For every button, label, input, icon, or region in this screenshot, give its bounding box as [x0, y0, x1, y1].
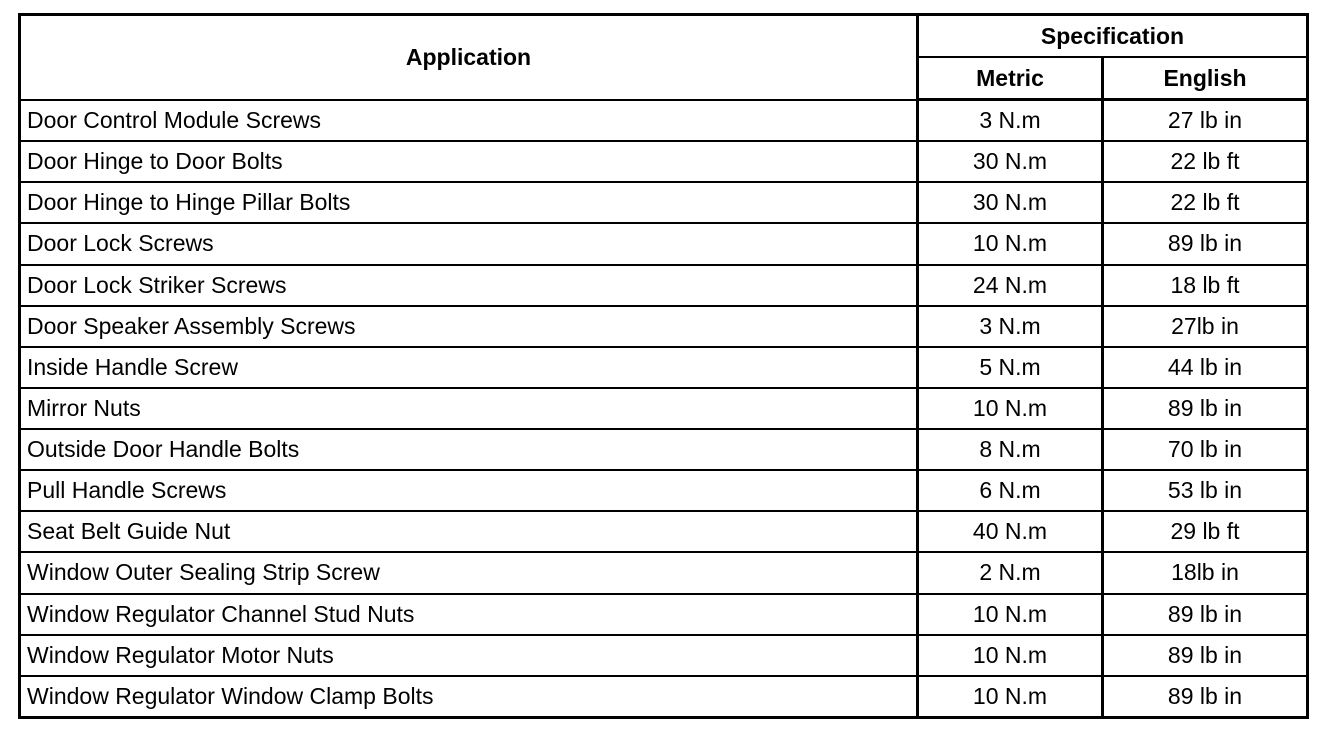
metric-cell: 10 N.m — [918, 388, 1103, 429]
table-row — [20, 511, 1308, 552]
application-cell: Window Outer Sealing Strip Screw — [20, 552, 918, 593]
table-row — [20, 347, 1308, 388]
application-cell: Window Regulator Window Clamp Bolts — [20, 676, 918, 718]
english-cell: 22 lb ft — [1103, 141, 1308, 182]
english-cell: 89 lb in — [1103, 676, 1308, 718]
english-cell: 29 lb ft — [1103, 511, 1308, 552]
metric-cell: 10 N.m — [918, 635, 1103, 676]
metric-cell: 30 N.m — [918, 141, 1103, 182]
table-row — [20, 223, 1308, 264]
english-cell: 44 lb in — [1103, 347, 1308, 388]
english-cell: 18lb in — [1103, 552, 1308, 593]
metric-cell: 24 N.m — [918, 265, 1103, 306]
metric-cell: 10 N.m — [918, 594, 1103, 635]
table-row — [20, 470, 1308, 511]
application-cell: Pull Handle Screws — [20, 470, 918, 511]
application-cell: Seat Belt Guide Nut — [20, 511, 918, 552]
application-cell: Door Speaker Assembly Screws — [20, 306, 918, 347]
application-cell: Door Hinge to Hinge Pillar Bolts — [20, 182, 918, 223]
table-row — [20, 552, 1308, 593]
table-row — [20, 635, 1308, 676]
table-row — [20, 182, 1308, 223]
english-cell: 18 lb ft — [1103, 265, 1308, 306]
metric-cell: 40 N.m — [918, 511, 1103, 552]
english-cell: 53 lb in — [1103, 470, 1308, 511]
metric-cell: 6 N.m — [918, 470, 1103, 511]
torque-spec-table — [18, 13, 1309, 719]
metric-cell: 10 N.m — [918, 223, 1103, 264]
table-row — [20, 429, 1308, 470]
english-header: English — [1103, 57, 1308, 100]
specification-header: Specification — [918, 15, 1308, 58]
application-cell: Inside Handle Screw — [20, 347, 918, 388]
application-header: Application — [20, 15, 918, 100]
english-cell: 27 lb in — [1103, 100, 1308, 142]
table-row — [20, 100, 1308, 142]
metric-cell: 10 N.m — [918, 676, 1103, 718]
table-body — [20, 100, 1308, 718]
table-row — [20, 265, 1308, 306]
metric-cell: 30 N.m — [918, 182, 1103, 223]
english-cell: 89 lb in — [1103, 223, 1308, 264]
english-cell: 89 lb in — [1103, 594, 1308, 635]
application-cell: Door Hinge to Door Bolts — [20, 141, 918, 182]
table-row — [20, 676, 1308, 718]
metric-cell: 5 N.m — [918, 347, 1103, 388]
table-row — [20, 388, 1308, 429]
application-cell: Window Regulator Channel Stud Nuts — [20, 594, 918, 635]
table-header — [20, 15, 1308, 100]
metric-cell: 8 N.m — [918, 429, 1103, 470]
application-cell: Door Lock Screws — [20, 223, 918, 264]
metric-cell: 3 N.m — [918, 306, 1103, 347]
table-row — [20, 306, 1308, 347]
table-row — [20, 141, 1308, 182]
english-cell: 70 lb in — [1103, 429, 1308, 470]
english-cell: 89 lb in — [1103, 635, 1308, 676]
application-cell: Door Control Module Screws — [20, 100, 918, 142]
application-cell: Door Lock Striker Screws — [20, 265, 918, 306]
english-cell: 22 lb ft — [1103, 182, 1308, 223]
english-cell: 89 lb in — [1103, 388, 1308, 429]
metric-cell: 3 N.m — [918, 100, 1103, 142]
metric-cell: 2 N.m — [918, 552, 1103, 593]
table-row — [20, 594, 1308, 635]
english-cell: 27lb in — [1103, 306, 1308, 347]
header-row-top — [20, 15, 1308, 58]
application-cell: Mirror Nuts — [20, 388, 918, 429]
application-cell: Outside Door Handle Bolts — [20, 429, 918, 470]
application-cell: Window Regulator Motor Nuts — [20, 635, 918, 676]
metric-header: Metric — [918, 57, 1103, 100]
